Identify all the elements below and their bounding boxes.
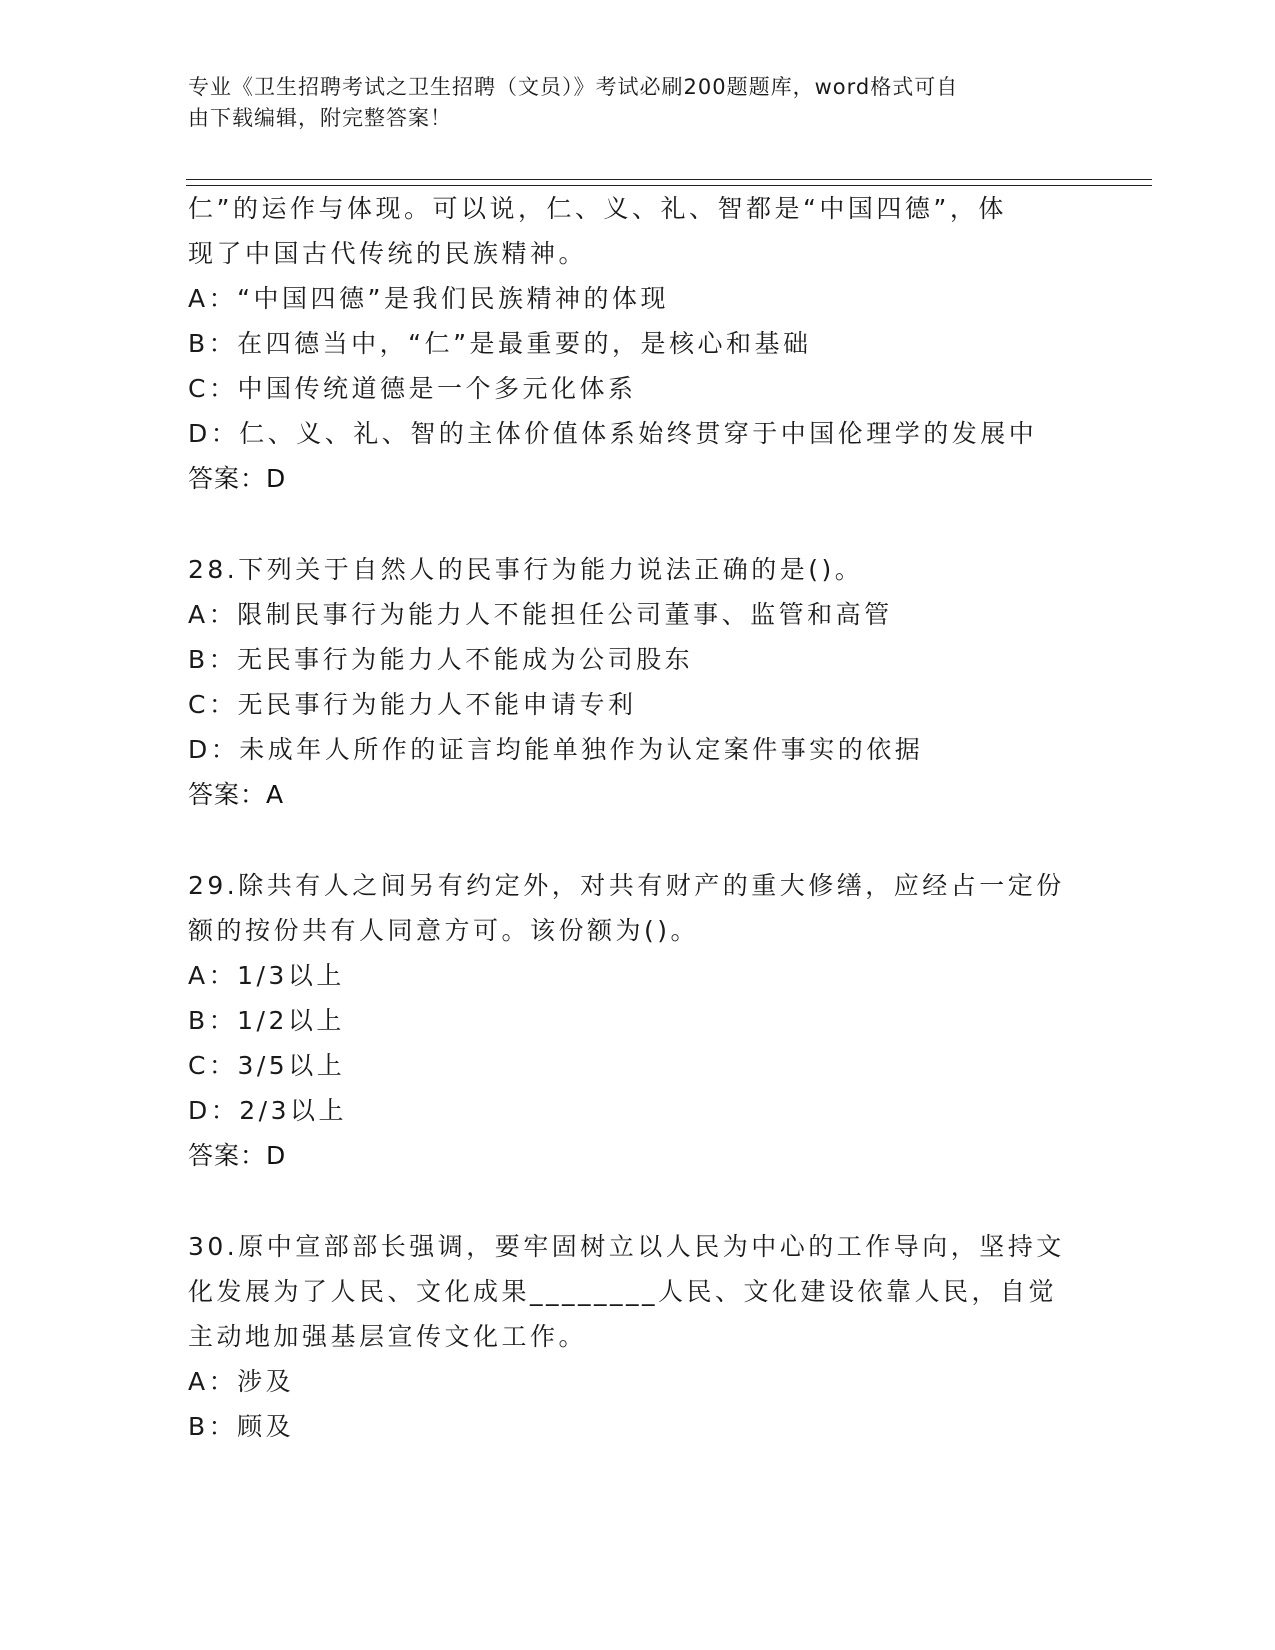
header-line: 由下载编辑，附完整答案！ bbox=[188, 106, 452, 130]
option-a: A：“中国四德”是我们民族精神的体现 bbox=[188, 284, 670, 313]
option-d: D：2/3以上 bbox=[188, 1096, 347, 1125]
page-header bbox=[188, 72, 1068, 134]
answer-line: 答案：D bbox=[188, 464, 287, 493]
question-list bbox=[188, 186, 1088, 1449]
question-block bbox=[188, 186, 1088, 501]
option-c: C：3/5以上 bbox=[188, 1051, 346, 1080]
answer-line: 答案：D bbox=[188, 1141, 287, 1170]
option-d: D：仁、义、礼、智的主体价值体系始终贯穿于中国伦理学的发展中 bbox=[188, 419, 1038, 448]
option-b: B：无民事行为能力人不能成为公司股东 bbox=[188, 645, 694, 674]
question-stem: 主动地加强基层宣传文化工作。 bbox=[188, 1322, 588, 1351]
option-a: A：涉及 bbox=[188, 1367, 295, 1396]
question-stem: 现了中国古代传统的民族精神。 bbox=[188, 239, 588, 268]
question-stem: 仁”的运作与体现。可以说，仁、义、礼、智都是“中国四德”，体 bbox=[188, 194, 1007, 223]
question-block bbox=[188, 1224, 1088, 1449]
question-stem: 28.下列关于自然人的民事行为能力说法正确的是()。 bbox=[188, 555, 864, 584]
option-a: A：限制民事行为能力人不能担任公司董事、监管和高管 bbox=[188, 600, 893, 629]
option-c: C：中国传统道德是一个多元化体系 bbox=[188, 374, 637, 403]
option-d: D：未成年人所作的证言均能单独作为认定案件事实的依据 bbox=[188, 735, 924, 764]
question-block bbox=[188, 547, 1088, 817]
question-stem: 30.原中宣部部长强调，要牢固树立以人民为中心的工作导向，坚持文 bbox=[188, 1232, 1065, 1261]
option-a: A：1/3以上 bbox=[188, 961, 345, 990]
question-block bbox=[188, 863, 1088, 1178]
option-b: B：在四德当中，“仁”是最重要的，是核心和基础 bbox=[188, 329, 812, 358]
header-divider bbox=[186, 179, 1152, 186]
question-stem: 29.除共有人之间另有约定外，对共有财产的重大修缮，应经占一定份 bbox=[188, 871, 1065, 900]
header-line: 专业《卫生招聘考试之卫生招聘（文员）》考试必刷200题题库，word格式可自 bbox=[188, 75, 959, 99]
question-stem: 化发展为了人民、文化成果________人民、文化建设依靠人民，自觉 bbox=[188, 1277, 1058, 1306]
option-b: B：顾及 bbox=[188, 1412, 295, 1441]
option-c: C：无民事行为能力人不能申请专利 bbox=[188, 690, 637, 719]
answer-line: 答案：A bbox=[188, 780, 285, 809]
option-b: B：1/2以上 bbox=[188, 1006, 345, 1035]
question-stem: 额的按份共有人同意方可。该份额为()。 bbox=[188, 916, 700, 945]
